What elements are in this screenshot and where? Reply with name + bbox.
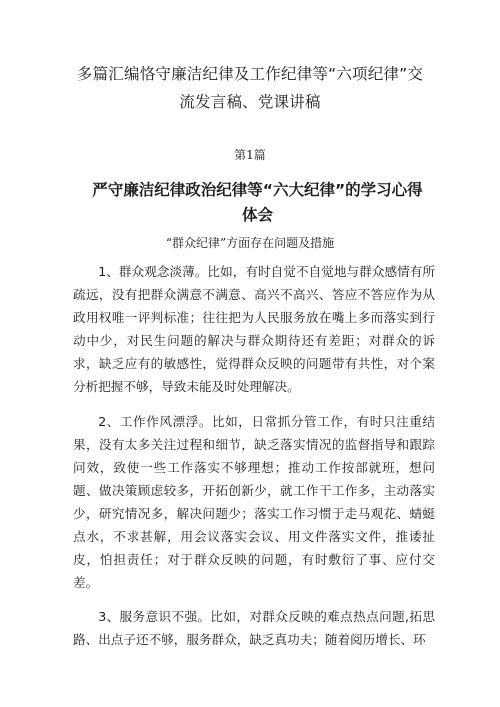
subheading: “群众纪律”方面存在问题及措施: [165, 236, 335, 250]
article-title: 严守廉洁纪律政治纪律等“六大纪律”的学习心得体会: [92, 181, 423, 224]
paragraph-1: 1、群众观念淡薄。比如，有时自觉不自觉地与群众感情有所疏远，没有把群众满意不满意、高兴不高兴、答应不答应作为从政用权唯一评判标准；往往把为人民服务放在嘴上多而落实到行动中少，对民生问题的解决与群众期待还有差距；对群众的诉求，缺乏应有的敏感性，觉得群众反映的问题带有共性，对个案分析把握不够，导致未能及时处理解决。: [73, 264, 435, 395]
paragraph-2: 2、工作作风漂浮。比如，日常抓分管工作，有时只注重结果，没有太多关注过程和细节，缺乏落实情况的监督指导和跟踪问效，致使一些工作落实不够理想；推动工作按部就班，想问题、做决策顾虑较多，开拓创新少，就工作干工作多，主动落实少，研究情况多，解决问题少；落实工作习惯于走马观花、蜻蜓点水，不求甚解，用会议落实会议、用文件落实文件，推诿扯皮，怕担责任；对于群众反映的问题，有时敷衍了事、应付交差。: [73, 413, 435, 591]
body-text: [73, 260, 435, 663]
section-label: 第1篇: [234, 148, 266, 162]
document-title: 多篇汇编恪守廉洁纪律及工作纪律等“六项纪律”交流发言稿、党课讲稿: [76, 65, 424, 111]
paragraph-3: 3、服务意识不强。比如，对群众反映的难点热点问题,拓思路、出点子还不够，服务群众，缺乏真功夫；随着阅历增长、环: [73, 609, 435, 648]
